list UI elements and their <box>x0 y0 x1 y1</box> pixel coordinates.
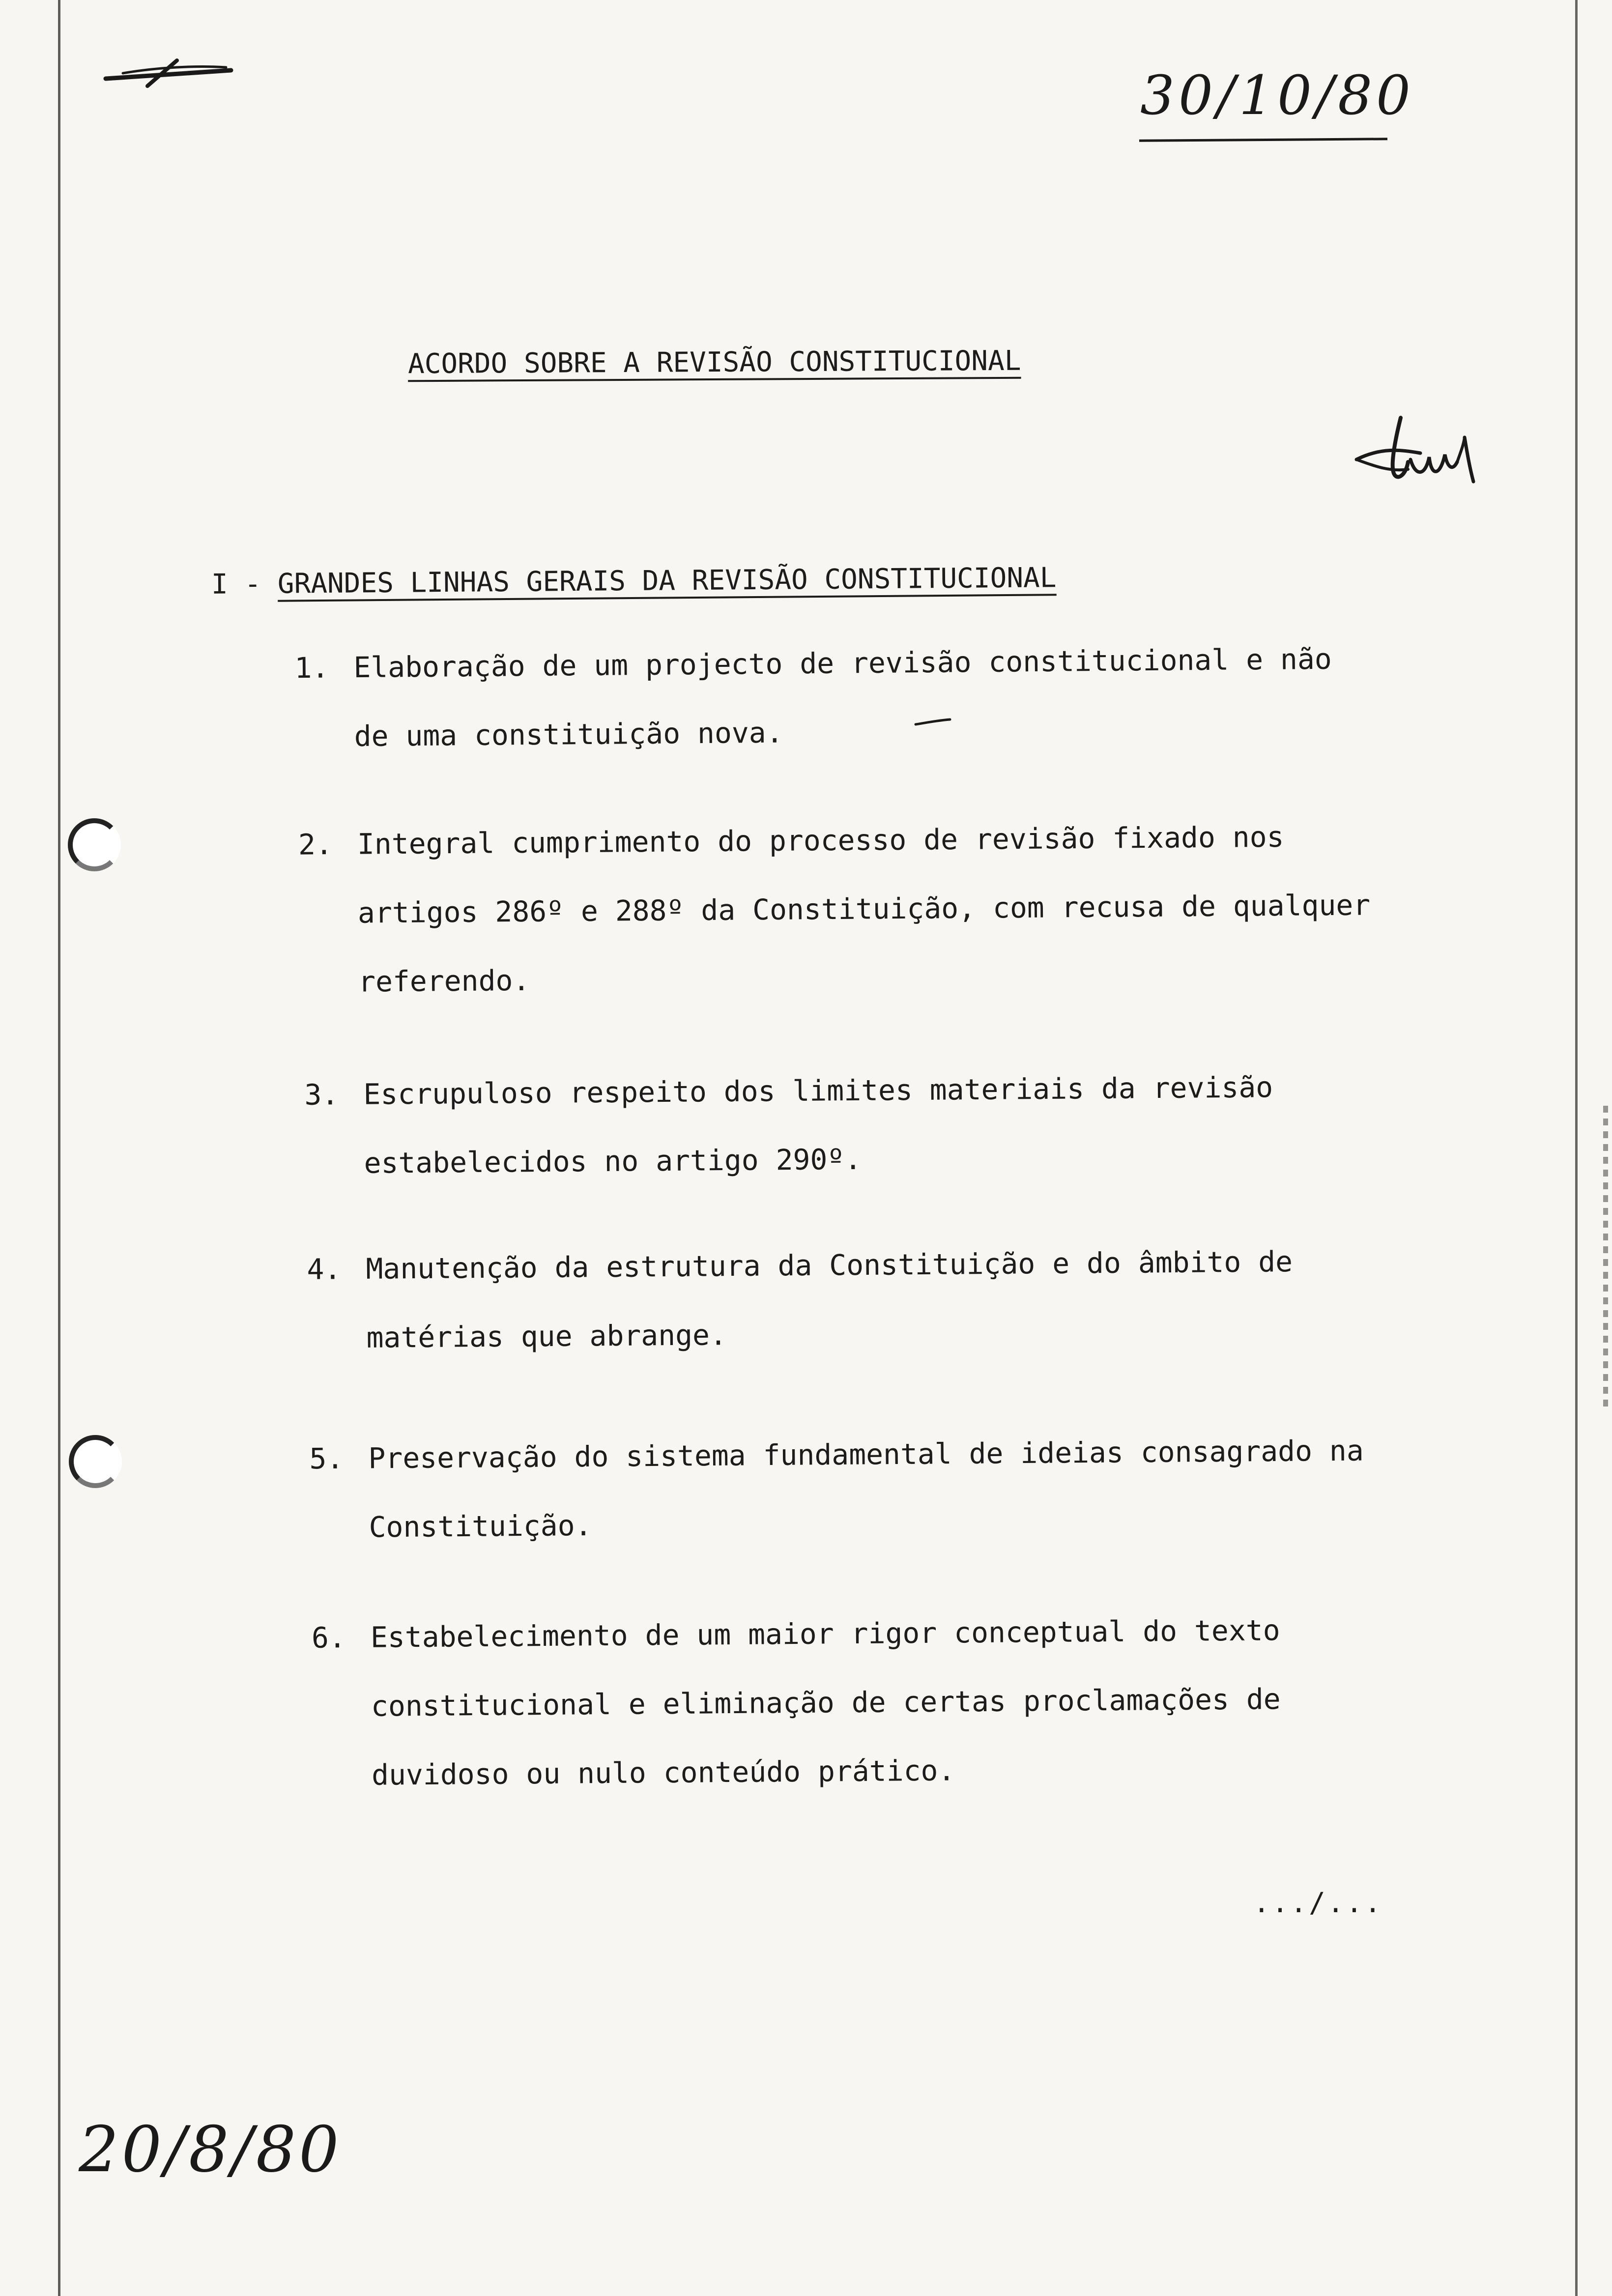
continuation-marker: .../... <box>1253 1887 1383 1919</box>
handwritten-date-top: 30/10/80 <box>1140 64 1415 127</box>
list-item-line: Elaboração de um projecto de revisão constitucional e não <box>353 642 1332 685</box>
list-item <box>309 1416 1364 1562</box>
date-underline <box>1139 138 1387 142</box>
list-item-line: Integral cumprimento do processo de revisão fixado nos <box>357 820 1284 861</box>
list-item-line: Manutenção da estrutura da Constituição e do âmbito de <box>366 1245 1293 1286</box>
list-item-line: referendo. <box>358 963 530 999</box>
list-item-number: 3. <box>304 1078 339 1112</box>
list-item-line: artigos 286º e 288º da Constituição, com recusa de qualquer <box>357 888 1371 930</box>
punch-hole-top <box>68 818 121 871</box>
list-item-number: 1. <box>294 651 329 685</box>
list-item-line: de uma constituição nova. <box>354 716 783 753</box>
handwritten-signature <box>1347 408 1494 491</box>
section-numeral: I - <box>211 568 261 601</box>
list-item-line: constitucional e eliminação de certas proclamações de <box>371 1682 1281 1723</box>
list-item <box>311 1596 1281 1809</box>
page-edge-left <box>58 0 60 2296</box>
list-item <box>294 625 1333 771</box>
punch-hole-bottom <box>69 1435 122 1488</box>
list-item-number: 5. <box>309 1441 344 1476</box>
list-item-number: 2. <box>298 828 333 861</box>
handwritten-date-bottom: 20/8/80 <box>79 2113 342 2186</box>
list-item-line: estabelecidos no artigo 290º. <box>364 1142 862 1180</box>
section-heading <box>211 562 1057 601</box>
list-item-number: 4. <box>307 1252 342 1286</box>
list-item-line: Estabelecimento de um maior rigor conceptual do texto <box>370 1613 1280 1654</box>
list-item-line: matérias que abrange. <box>366 1318 727 1354</box>
list-item-number: 6. <box>311 1621 346 1655</box>
scan-artifact <box>1603 1106 1608 1410</box>
section-heading-text: GRANDES LINHAS GERAIS DA REVISÃO CONSTITUCIONAL <box>277 562 1057 600</box>
document-title: ACORDO SOBRE A REVISÃO CONSTITUCIONAL <box>407 344 1021 380</box>
list-item <box>304 1053 1274 1198</box>
list-item <box>298 802 1371 1016</box>
pen-mark <box>913 718 952 727</box>
list-item-line: Constituição. <box>369 1508 592 1544</box>
handwritten-strike-mark <box>103 57 236 91</box>
list-item-line: Escrupuloso respeito dos limites materiais da revisão <box>363 1070 1273 1111</box>
list-item-line: duvidoso ou nulo conteúdo prático. <box>371 1753 955 1792</box>
page-edge-right <box>1575 0 1578 2296</box>
list-item <box>307 1227 1294 1373</box>
list-item-line: Preservação do sistema fundamental de ideias consagrado na <box>368 1434 1364 1475</box>
